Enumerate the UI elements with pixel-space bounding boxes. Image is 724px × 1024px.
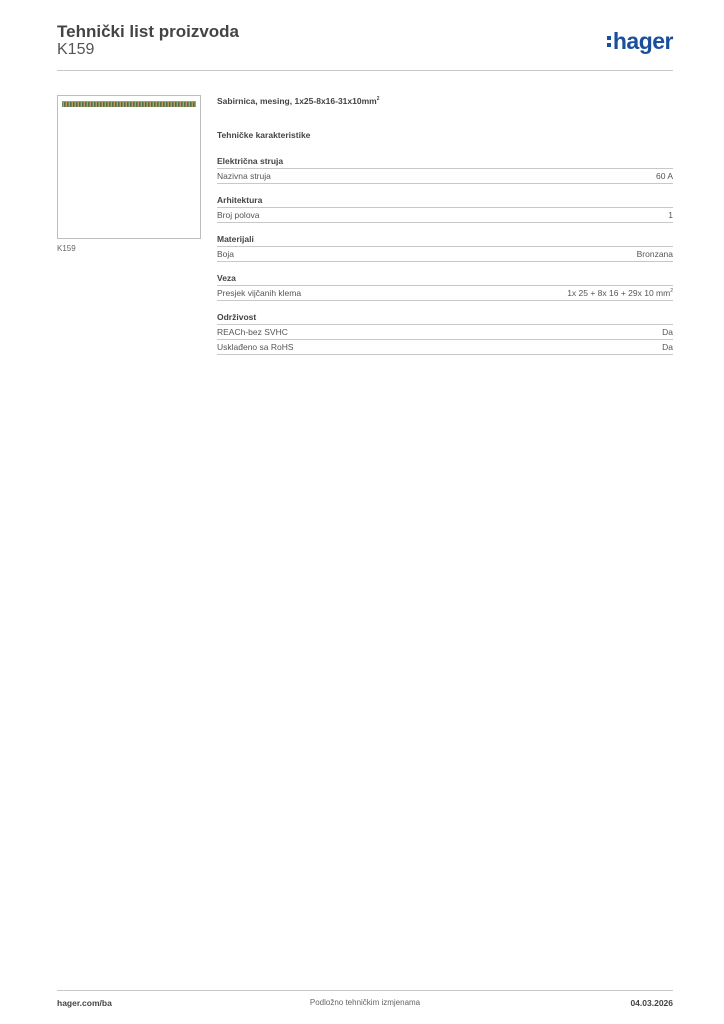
group-title: Materijali xyxy=(217,234,673,247)
spec-row xyxy=(217,340,673,355)
busbar-picture xyxy=(62,102,196,107)
document-title: Tehnički list proizvoda xyxy=(57,22,239,41)
product-name-text: Sabirnica, mesing, 1x25-8x16-31x10mm xyxy=(217,96,377,106)
spec-row xyxy=(217,286,673,301)
product-name xyxy=(217,96,673,130)
page-footer xyxy=(57,990,673,1015)
spec-row xyxy=(217,169,673,184)
logo-text: hager xyxy=(612,28,673,54)
spec-value-text: 1x 25 + 8x 16 + 29x 10 mm xyxy=(567,288,671,298)
page-header xyxy=(57,20,673,71)
group-materials xyxy=(217,234,673,262)
spec-label: Boja xyxy=(217,249,235,259)
spec-value: 60 A xyxy=(655,171,673,181)
footer-notice: Podložno tehničkim izmjenama xyxy=(309,998,421,1007)
spec-row xyxy=(217,208,673,223)
spec-value-superscript: 2 xyxy=(670,288,673,295)
product-image xyxy=(57,95,201,239)
spec-value: Da xyxy=(662,342,673,352)
footer-date: 04.03.2026 xyxy=(630,998,673,1008)
group-title: Veza xyxy=(217,273,673,286)
group-electric-current xyxy=(217,156,673,184)
spec-row xyxy=(217,247,673,262)
spec-label: Broj polova xyxy=(217,210,260,220)
spec-label: Presjek vijčanih klema xyxy=(217,288,302,298)
spec-row xyxy=(217,325,673,340)
footer-website-link[interactable]: hager.com/ba xyxy=(57,998,112,1008)
hager-logo[interactable] xyxy=(607,28,673,55)
group-title: Električna struja xyxy=(217,156,673,169)
spec-value: Da xyxy=(662,327,673,337)
product-name-superscript: 2 xyxy=(376,96,380,103)
spec-value: Bronzana xyxy=(636,249,673,259)
spec-label: Nazivna struja xyxy=(217,171,271,181)
logo-dots-icon xyxy=(607,36,611,47)
spec-label: Usklađeno sa RoHS xyxy=(217,342,294,352)
group-connection xyxy=(217,273,673,301)
group-title: Arhitektura xyxy=(217,195,673,208)
spec-value xyxy=(567,288,673,298)
group-architecture xyxy=(217,195,673,223)
spec-value: 1 xyxy=(668,210,673,220)
group-sustainability xyxy=(217,312,673,355)
spec-label: REACh-bez SVHC xyxy=(217,327,288,337)
product-image-caption: K159 xyxy=(57,244,76,253)
product-content xyxy=(217,96,673,366)
document-reference: K159 xyxy=(57,41,95,58)
characteristics-title: Tehničke karakteristike xyxy=(217,130,311,140)
group-title: Održivost xyxy=(217,312,673,325)
